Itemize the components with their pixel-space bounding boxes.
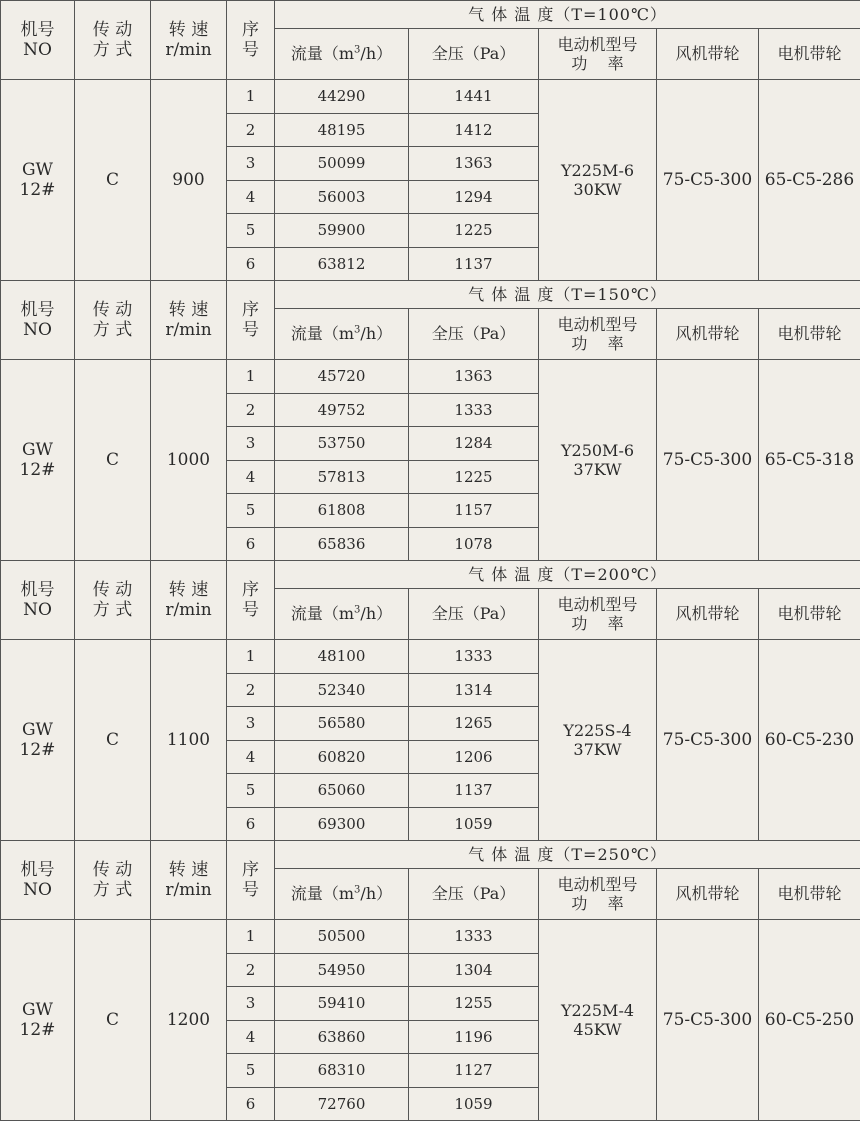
- seq-cell: 4: [227, 180, 275, 214]
- speed-cell: 1100: [151, 640, 227, 841]
- header-pressure: 全压（Pa）: [409, 589, 539, 640]
- table-row: [1, 640, 860, 674]
- flow-cell: 50500: [275, 920, 409, 954]
- flow-cell: 63812: [275, 247, 409, 281]
- model-number-cell: GW 12#: [1, 640, 75, 841]
- header-drive-type: 传 动 方 式: [75, 1, 151, 80]
- flow-cell: 44290: [275, 80, 409, 114]
- seq-cell: 3: [227, 427, 275, 461]
- pressure-cell: 1206: [409, 740, 539, 774]
- pressure-cell: 1363: [409, 147, 539, 181]
- table-row: [1, 360, 860, 394]
- pressure-cell: 1137: [409, 247, 539, 281]
- header-model-no: 机号 NO: [1, 841, 75, 920]
- header-pressure: 全压（Pa）: [409, 869, 539, 920]
- table-row: [1, 80, 860, 114]
- seq-cell: 3: [227, 987, 275, 1021]
- pressure-cell: 1441: [409, 80, 539, 114]
- header-model-no: 机号 NO: [1, 281, 75, 360]
- flow-cell: 61808: [275, 494, 409, 528]
- header-fan-pulley: 风机带轮: [657, 589, 759, 640]
- flow-cell: 56580: [275, 707, 409, 741]
- pressure-cell: 1137: [409, 774, 539, 808]
- drive-type-cell: C: [75, 640, 151, 841]
- pressure-cell: 1196: [409, 1020, 539, 1054]
- motor-model-power-cell: Y225S-4 37KW: [539, 640, 657, 841]
- seq-cell: 4: [227, 460, 275, 494]
- seq-cell: 4: [227, 1020, 275, 1054]
- motor-model-power-cell: Y250M-6 37KW: [539, 360, 657, 561]
- seq-cell: 1: [227, 80, 275, 114]
- flow-cell: 49752: [275, 393, 409, 427]
- header-fan-pulley: 风机带轮: [657, 309, 759, 360]
- gas-temperature-header: 气 体 温 度（T=250℃）: [275, 841, 860, 869]
- seq-cell: 4: [227, 740, 275, 774]
- header-motor: 电动机型号 功 率: [539, 589, 657, 640]
- flow-cell: 63860: [275, 1020, 409, 1054]
- flow-cell: 59410: [275, 987, 409, 1021]
- motor-model-power-cell: Y225M-4 45KW: [539, 920, 657, 1121]
- header-motor-pulley: 电机带轮: [759, 29, 860, 80]
- model-number-cell: GW 12#: [1, 920, 75, 1121]
- pressure-cell: 1333: [409, 920, 539, 954]
- flow-cell: 48195: [275, 113, 409, 147]
- seq-cell: 1: [227, 920, 275, 954]
- flow-cell: 52340: [275, 673, 409, 707]
- model-number-cell: GW 12#: [1, 80, 75, 281]
- seq-cell: 5: [227, 774, 275, 808]
- seq-cell: 6: [227, 807, 275, 841]
- pressure-cell: 1363: [409, 360, 539, 394]
- fan-pulley-cell: 75-C5-300: [657, 80, 759, 281]
- drive-type-cell: C: [75, 80, 151, 281]
- flow-cell: 68310: [275, 1054, 409, 1088]
- header-seq: 序 号: [227, 1, 275, 80]
- pressure-cell: 1059: [409, 807, 539, 841]
- header-flow: 流量$(m^3/h)$: [275, 309, 409, 360]
- table-row: [1, 920, 860, 954]
- flow-cell: 59900: [275, 214, 409, 248]
- header-seq: 序 号: [227, 281, 275, 360]
- seq-cell: 5: [227, 494, 275, 528]
- pressure-cell: 1225: [409, 460, 539, 494]
- pressure-cell: 1255: [409, 987, 539, 1021]
- seq-cell: 1: [227, 360, 275, 394]
- header-speed: 转 速 r/min: [151, 841, 227, 920]
- fan-pulley-cell: 75-C5-300: [657, 640, 759, 841]
- gas-temperature-header: 气 体 温 度（T=150℃）: [275, 281, 860, 309]
- seq-cell: 6: [227, 527, 275, 561]
- gas-temperature-header: 气 体 温 度（T=200℃）: [275, 561, 860, 589]
- header-speed: 转 速 r/min: [151, 561, 227, 640]
- pressure-cell: 1314: [409, 673, 539, 707]
- flow-cell: 57813: [275, 460, 409, 494]
- fan-pulley-cell: 75-C5-300: [657, 360, 759, 561]
- seq-cell: 2: [227, 673, 275, 707]
- seq-cell: 1: [227, 640, 275, 674]
- header-model-no: 机号 NO: [1, 1, 75, 80]
- motor-pulley-cell: 65-C5-318: [759, 360, 860, 561]
- flow-cell: 65060: [275, 774, 409, 808]
- header-drive-type: 传 动 方 式: [75, 841, 151, 920]
- pressure-cell: 1059: [409, 1087, 539, 1121]
- header-motor-pulley: 电机带轮: [759, 309, 860, 360]
- seq-cell: 2: [227, 393, 275, 427]
- flow-cell: 54950: [275, 953, 409, 987]
- pressure-cell: 1157: [409, 494, 539, 528]
- seq-cell: 5: [227, 214, 275, 248]
- seq-cell: 3: [227, 147, 275, 181]
- pressure-cell: 1333: [409, 640, 539, 674]
- motor-pulley-cell: 60-C5-250: [759, 920, 860, 1121]
- pressure-cell: 1225: [409, 214, 539, 248]
- flow-cell: 56003: [275, 180, 409, 214]
- pressure-cell: 1265: [409, 707, 539, 741]
- pressure-cell: 1304: [409, 953, 539, 987]
- section-header-row: [1, 1, 860, 29]
- speed-cell: 1200: [151, 920, 227, 1121]
- fan-pulley-cell: 75-C5-300: [657, 920, 759, 1121]
- header-fan-pulley: 风机带轮: [657, 869, 759, 920]
- header-model-no: 机号 NO: [1, 561, 75, 640]
- header-drive-type: 传 动 方 式: [75, 561, 151, 640]
- header-speed: 转 速 r/min: [151, 1, 227, 80]
- seq-cell: 6: [227, 247, 275, 281]
- flow-cell: 72760: [275, 1087, 409, 1121]
- header-motor: 电动机型号 功 率: [539, 29, 657, 80]
- flow-cell: 48100: [275, 640, 409, 674]
- pressure-cell: 1294: [409, 180, 539, 214]
- section-header-row: [1, 281, 860, 309]
- header-flow: 流量$(m^3/h)$: [275, 589, 409, 640]
- seq-cell: 2: [227, 953, 275, 987]
- header-flow: 流量$(m^3/h)$: [275, 869, 409, 920]
- motor-pulley-cell: 60-C5-230: [759, 640, 860, 841]
- header-drive-type: 传 动 方 式: [75, 281, 151, 360]
- gas-temperature-header: 气 体 温 度（T=100℃）: [275, 1, 860, 29]
- seq-cell: 3: [227, 707, 275, 741]
- header-motor-pulley: 电机带轮: [759, 589, 860, 640]
- seq-cell: 6: [227, 1087, 275, 1121]
- seq-cell: 5: [227, 1054, 275, 1088]
- speed-cell: 900: [151, 80, 227, 281]
- header-flow: 流量$(m^3/h)$: [275, 29, 409, 80]
- pressure-cell: 1412: [409, 113, 539, 147]
- section-header-row: [1, 841, 860, 869]
- flow-cell: 53750: [275, 427, 409, 461]
- header-motor: 电动机型号 功 率: [539, 869, 657, 920]
- model-number-cell: GW 12#: [1, 360, 75, 561]
- flow-cell: 50099: [275, 147, 409, 181]
- header-motor-pulley: 电机带轮: [759, 869, 860, 920]
- header-speed: 转 速 r/min: [151, 281, 227, 360]
- drive-type-cell: C: [75, 920, 151, 1121]
- pressure-cell: 1127: [409, 1054, 539, 1088]
- flow-cell: 65836: [275, 527, 409, 561]
- pressure-cell: 1284: [409, 427, 539, 461]
- drive-type-cell: C: [75, 360, 151, 561]
- seq-cell: 2: [227, 113, 275, 147]
- section-header-row: [1, 561, 860, 589]
- flow-cell: 60820: [275, 740, 409, 774]
- header-fan-pulley: 风机带轮: [657, 29, 759, 80]
- pressure-cell: 1078: [409, 527, 539, 561]
- motor-pulley-cell: 65-C5-286: [759, 80, 860, 281]
- header-pressure: 全压（Pa）: [409, 29, 539, 80]
- flow-cell: 45720: [275, 360, 409, 394]
- motor-model-power-cell: Y225M-6 30KW: [539, 80, 657, 281]
- pressure-cell: 1333: [409, 393, 539, 427]
- flow-cell: 69300: [275, 807, 409, 841]
- header-seq: 序 号: [227, 561, 275, 640]
- header-motor: 电动机型号 功 率: [539, 309, 657, 360]
- header-seq: 序 号: [227, 841, 275, 920]
- header-pressure: 全压（Pa）: [409, 309, 539, 360]
- speed-cell: 1000: [151, 360, 227, 561]
